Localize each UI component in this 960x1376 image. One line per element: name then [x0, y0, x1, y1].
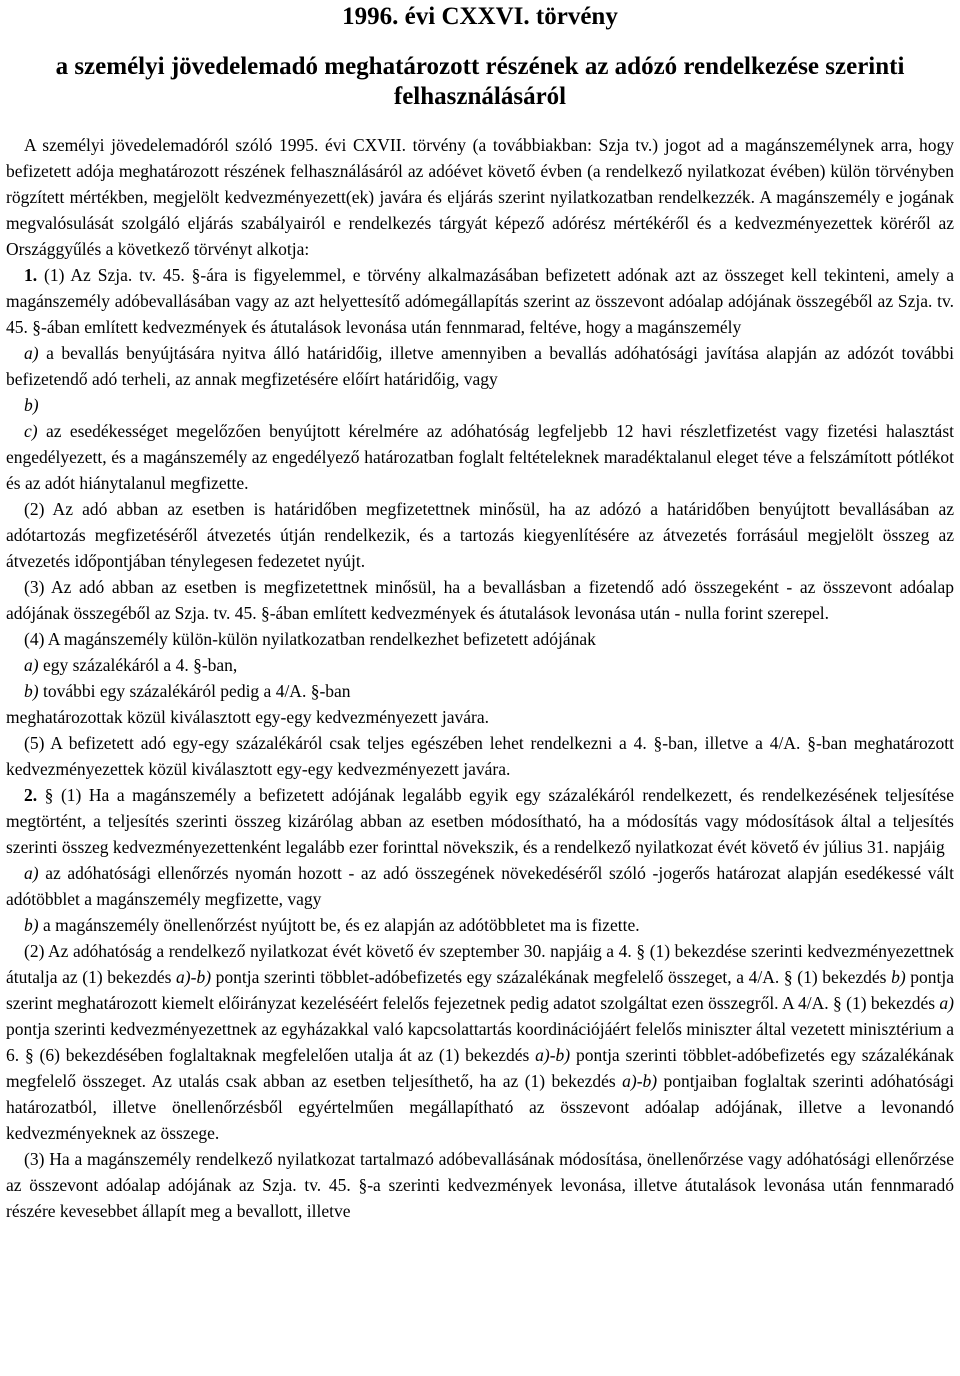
section-1-point-a: a) a bevallás benyújtására nyitva álló határidőig, illetve amennyiben a bevallás adóhatósági javítása alapján az adózót további befizetendő adó terheli, az annak megfizetésére előírt határidőig, vagy [6, 343, 954, 389]
section-1-para-5: (5) A befizetett adó egy-egy százalékáról csak teljes egészében lehet rendelkezni a 4. §-ban, illetve a 4/A. §-ban meghatározott kedvezményezettek közül kiválasztott egy-egy kedvezményezett javára. [6, 733, 954, 779]
section-1-para-2: (2) Az adó abban az esetben is határidőben megfizetettnek minősül, ha az adózó a határidőben benyújtott bevallásában az adótartozás megfizetéséről átvezetés útján rendelkezik, és a tartozás kiegyenlítésére az átvezetés forrásául megjelölt összeg az átvezetés időpontjában ténylegesen fedezetet nyújt. [6, 499, 954, 571]
section-1-para-3: (3) Az adó abban az esetben is megfizetettnek minősül, ha a bevallásban a fizetendő adó összegeként - az összevont adóalap adójának összegéből az Szja. tv. 45. §-ában említett kedvezmények és átutalások levonása után - nulla forint szerepel. [6, 577, 954, 623]
section-2-point-b: b) a magánszemély önellenőrzést nyújtott be, és ez alapján az adótöbbletet ma is fizette. [24, 915, 640, 935]
section-2-para-3: (3) Ha a magánszemély rendelkező nyilatkozat tartalmazó adóbevallásának módosítása, önellenőrzése vagy adóhatósági ellenőrzése az összevont adóalap adójának az Szja. tv. 45. §-a szerinti kedvezmények levonása, illetve átutalások levonása után fennmaradó részére kevesebbet állapít meg a bevallott, illetve [6, 1149, 954, 1221]
preamble: A személyi jövedelemadóról szóló 1995. évi CXVII. törvény (a továbbiakban: Szja tv.) jogot ad a magánszemélynek arra, hogy befizetett adója meghatározott részének felhasználásáról az adóévet követő évben (a rendelkező nyilatkozat évében) külön törvényben rögzített mértékben, megjelölt kedvezményezett(ek) javára és eljárás szerint nyilatkozatban rendelkezzék. A magánszemély e jogának megvalósulását szolgáló eljárás szabályairól e rendelkezés tárgyát képező adórész mértékéről és a kedvezményezettek köréről az Országgyűlés a következő törvényt alkotja: [6, 135, 954, 259]
law-subtitle: a személyi jövedelemadó meghatározott részének az adózó rendelkezése szerinti felhasználásáról [55, 53, 905, 110]
section-1-number: 1. [24, 265, 38, 285]
section-2-point-a: a) az adóhatósági ellenőrzés nyomán hozott - az adó összegének növekedéséről szóló -jogerős határozat alapján esedékessé vált adótöbblet a magánszemély megfizette, vagy [6, 863, 954, 909]
section-1-point-b: b) [24, 395, 39, 415]
section-1-point-c: c) az esedékességet megelőzően benyújtott kérelmére az adóhatóság legfeljebb 12 havi részletfizetést vagy fizetési halasztást engedélyezett, és a magánszemély az engedélyező határozatban foglalt feltételeknek maradéktalanul eleget téve a felszámított pótlékot és az adót hiánytalanul megfizette. [6, 421, 955, 493]
section-1-para-1: 1. (1) Az Szja. tv. 45. §-ára is figyelemmel, e törvény alkalmazásában befizetett adónak azt az összeget kell tekinteni, amely a magánszemély adóbevallásában vagy az azt helyettesítő adómegállapítás szerint az összevont adóalap adójának összegéből az Szja. tv. 45. §-ában említett kedvezmények és átutalások levonása után fennmarad, feltéve, hogy a magánszemély [6, 265, 955, 337]
section-2-para-1: 2. § (1) Ha a magánszemély a befizetett adójának legalább egyik egy százalékáról rendelkezett, és rendelkezésének teljesítése megtörtént, a teljesítés szerinti összeg kizárólag abban az esetben módosítható, ha a módosítás vagy módosítások által a teljesítés szerinti összeg kedvezményezettenként legalább ezer forinttal növekszik, és a rendelkező nyilatkozat évét követő év július 31. napjáig [6, 785, 955, 857]
law-title: 1996. évi CXXVI. törvény [342, 3, 618, 30]
law-body [6, 132, 954, 1224]
section-1-para-4-end: meghatározottak közül kiválasztott egy-egy kedvezményezett javára. [6, 707, 489, 727]
section-1-para-4: (4) A magánszemély külön-külön nyilatkozatban rendelkezhet befizetett adójának [24, 629, 596, 649]
section-2-para-2: (2) Az adóhatóság a rendelkező nyilatkozat évét követő év szeptember 30. napjáig a 4. § (1) bekezdése szerinti kedvezményezettnek átutalja az (1) bekezdés a)-b) pontja szerinti többlet-adóbefizetés egy százalékának megfelelő összeget, a 4/A. § (1) bekezdés b) pontja szerint meghatározott kiemelt előirányzat kezeléséért felelős fejezetnek pedig adatot szolgáltat ezen összegről. A 4/A. § (1) bekezdés a) pontja szerinti kedvezményezettnek az egyházakkal való kapcsolattartás koordinációjáért felelős miniszter által vezetett minisztérium a 6. § (6) bekezdésében foglaltaknak megfelelően utalja át az (1) bekezdés a)-b) pontja szerinti többlet-adóbefizetés egy százalékának megfelelő összeget. Az utalás csak abban az esetben teljesíthető, ha az (1) bekezdés a)-b) pontjaiban foglaltak szerinti adóhatósági határozatból, illetve önellenőrzésből egyértelműen megállapítható az összevont adóalap adójának, illetve a levonandó kedvezményeknek az összege. [6, 941, 954, 1143]
section-1-para-4-point-b: b) további egy százalékáról pedig a 4/A. §-ban [24, 681, 351, 701]
section-2-number: 2. [24, 785, 38, 805]
section-1-para-4-point-a: a) egy százalékáról a 4. §-ban, [24, 655, 238, 675]
